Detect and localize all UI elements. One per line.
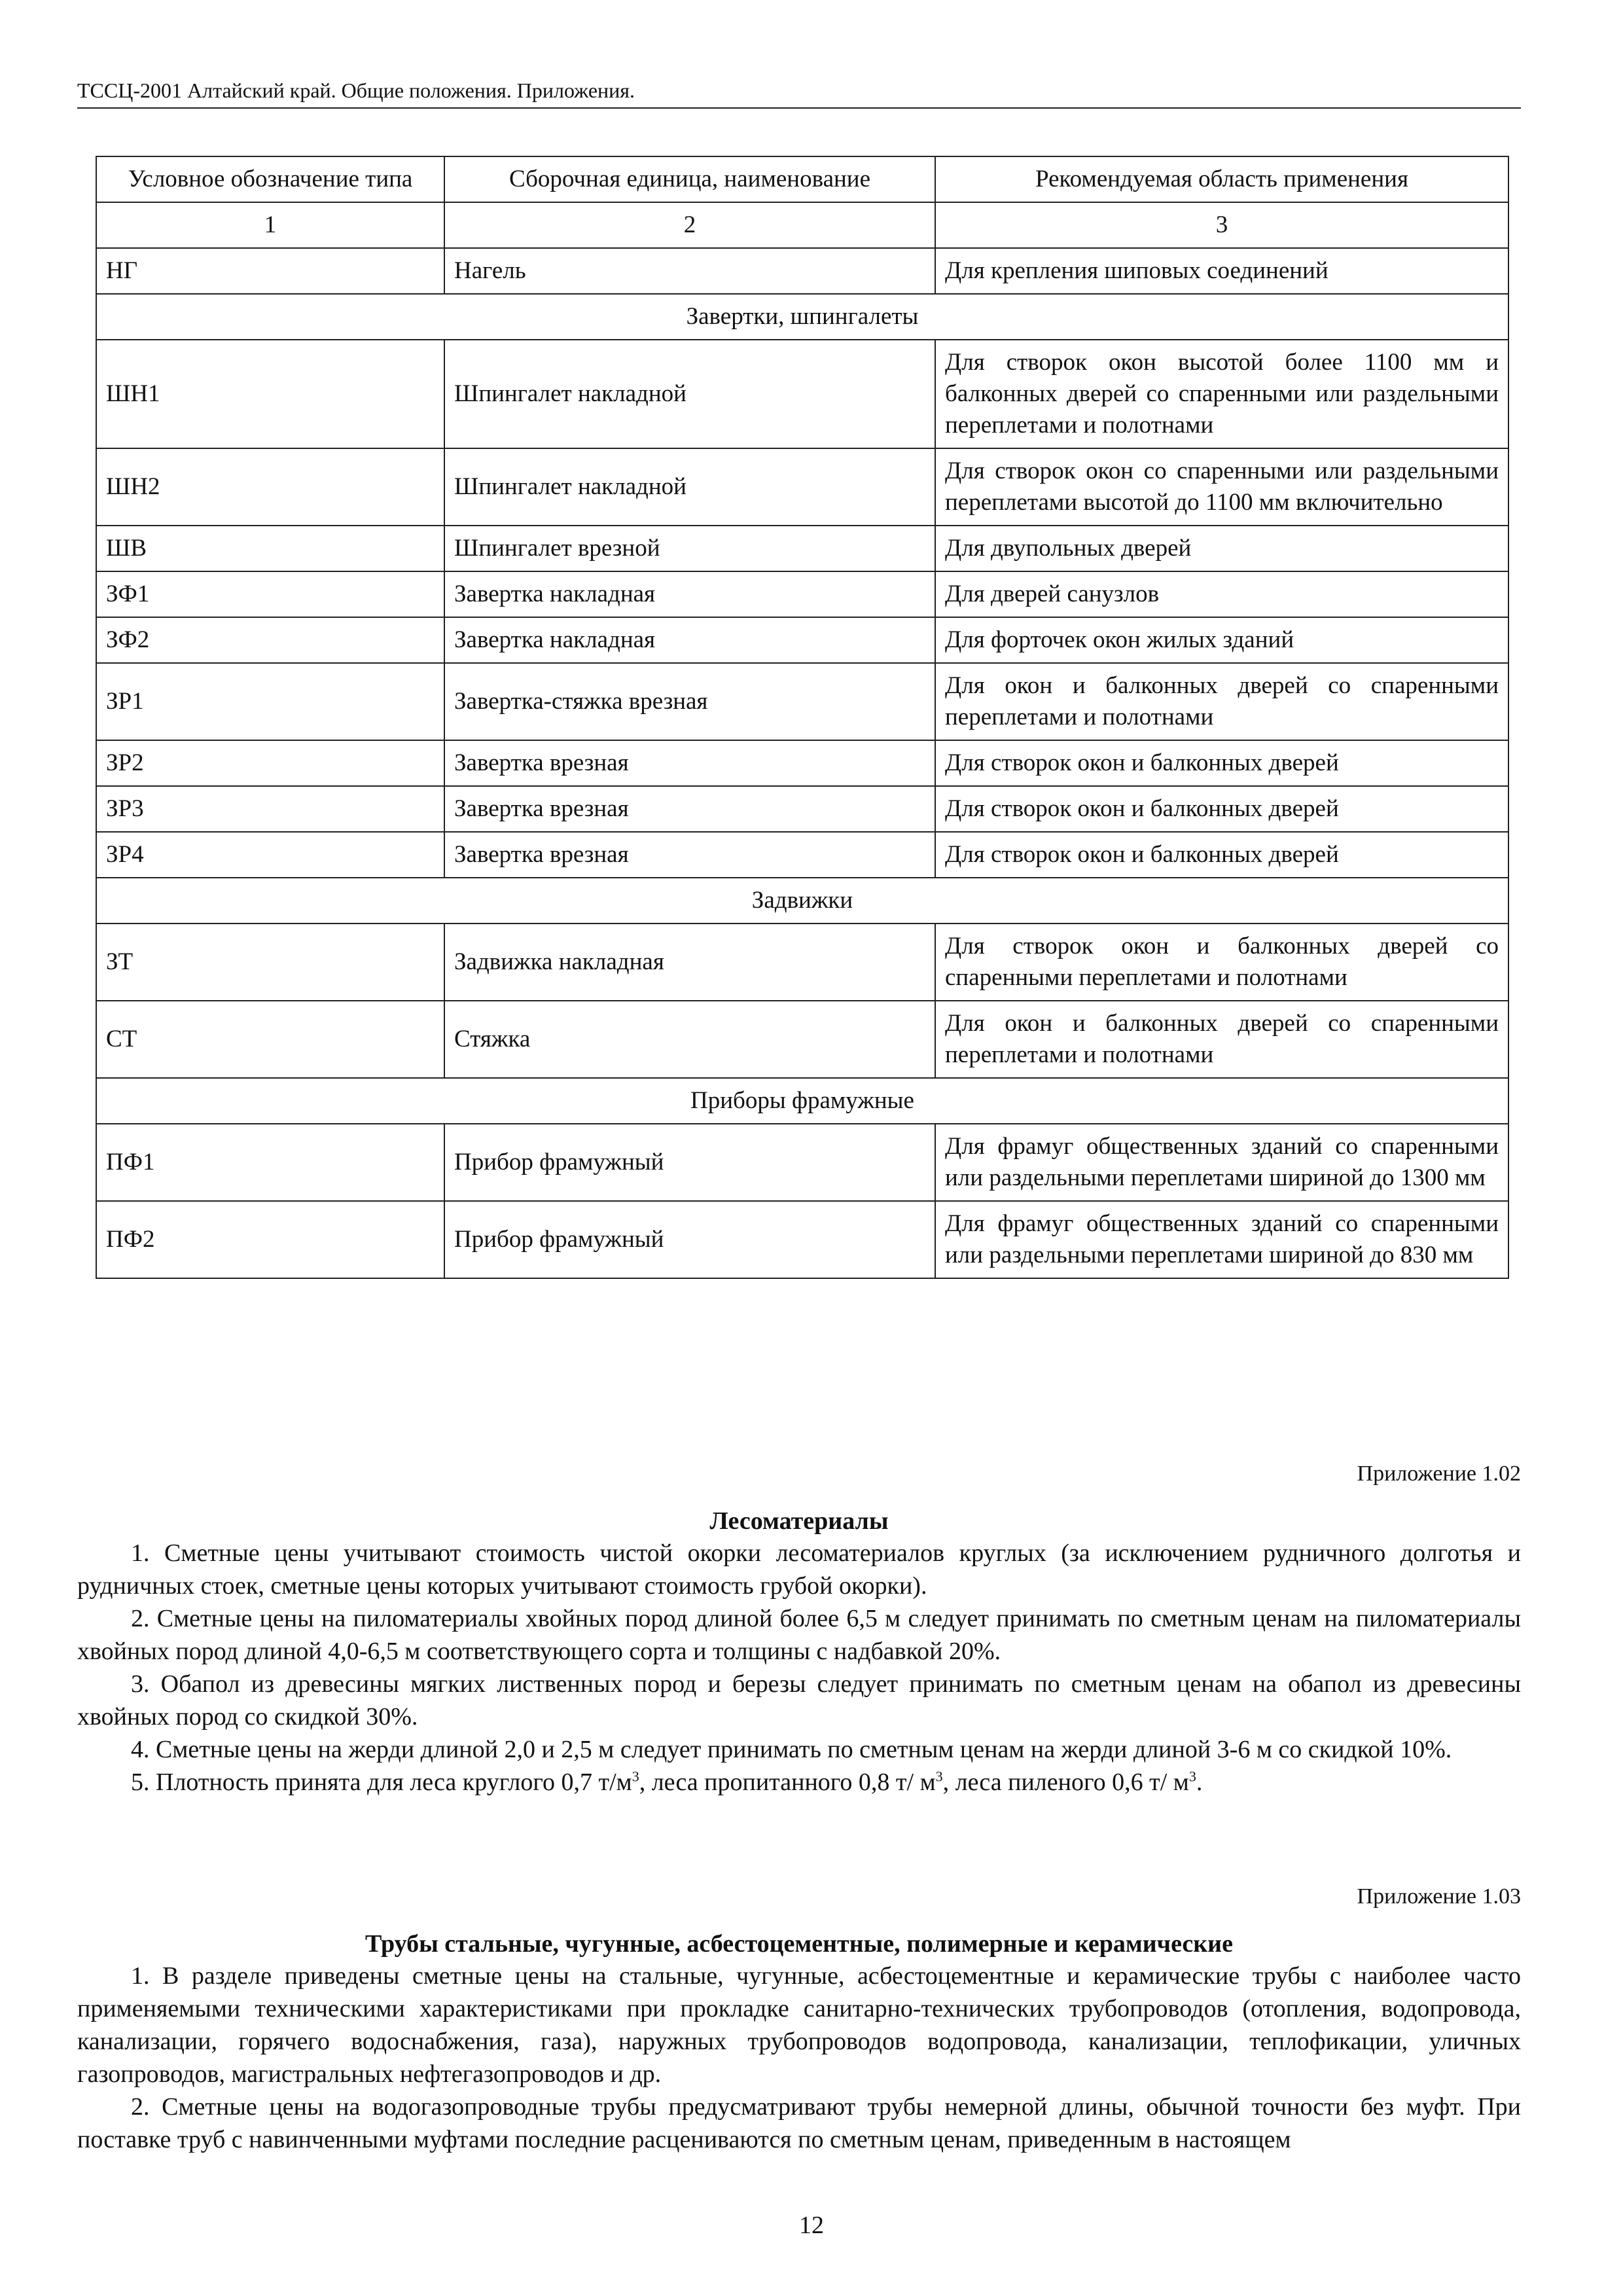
density-text-d: . xyxy=(1196,1768,1203,1796)
appendix-label-1-02: Приложение 1.02 xyxy=(1357,1462,1521,1486)
item-name-cell: Завертка врезная xyxy=(444,786,935,832)
density-exp-2: 3 xyxy=(935,1768,943,1785)
section-title-pipes: Трубы стальные, чугунные, асбестоцементные, полимерные и керамические xyxy=(365,1930,1233,1958)
item-name-cell: Прибор фрамужный xyxy=(444,1201,935,1278)
type-code-cell: ШВ xyxy=(96,526,444,571)
application-cell: Для фрамуг общественных зданий со спаренными или раздельными переплетами шириной до 1300 мм xyxy=(935,1124,1508,1201)
header-name: Сборочная единица, наименование xyxy=(444,156,935,202)
item-name-cell: Шпингалет врезной xyxy=(444,526,935,571)
col-number-1: 1 xyxy=(96,202,444,248)
application-cell: Для створок окон высотой более 1100 мм и балконных дверей со спаренными или раздельными переплетами и полотнами xyxy=(935,340,1508,448)
type-code-cell: ПФ1 xyxy=(96,1124,444,1201)
table-section-row xyxy=(96,878,1508,924)
pipes-paragraphs xyxy=(77,1960,1521,2156)
type-code-cell: ШН2 xyxy=(96,448,444,526)
table-row xyxy=(96,924,1508,1001)
table-row xyxy=(96,1201,1508,1278)
running-header: ТССЦ-2001 Алтайский край. Общие положения. Приложения. xyxy=(77,77,1521,109)
header-use: Рекомендуемая область применения xyxy=(935,156,1508,202)
table-row xyxy=(96,617,1508,663)
table-row xyxy=(96,448,1508,526)
lumber-paragraph-5 xyxy=(77,1766,1521,1799)
type-code-cell: ЗР1 xyxy=(96,663,444,740)
item-name-cell: Завертка врезная xyxy=(444,832,935,878)
lumber-paragraphs xyxy=(77,1537,1521,1799)
density-text-a: 5. Плотность принята для леса круглого 0,7 т/м xyxy=(131,1768,632,1796)
table-number-row xyxy=(96,202,1508,248)
item-name-cell: Прибор фрамужный xyxy=(444,1124,935,1201)
application-cell: Для окон и балконных дверей со спаренными переплетами и полотнами xyxy=(935,1001,1508,1078)
application-cell: Для крепления шиповых соединений xyxy=(935,248,1508,294)
density-text-c: , леса пиленого 0,6 т/ м xyxy=(942,1768,1189,1796)
item-name-cell: Шпингалет накладной xyxy=(444,340,935,448)
section-heading: Задвижки xyxy=(96,878,1508,924)
col-number-3: 3 xyxy=(935,202,1508,248)
application-cell: Для дверей санузлов xyxy=(935,571,1508,617)
item-name-cell: Завертка накладная xyxy=(444,617,935,663)
application-cell: Для створок окон и балконных дверей xyxy=(935,740,1508,786)
lumber-paragraph-3: 3. Обапол из древесины мягких лиственных пород и березы следует принимать по сметным ценам на обапол из древесины хвойных пород со скидкой 30%. xyxy=(77,1670,1521,1731)
pipes-paragraph-2: 2. Сметные цены на водогазопроводные трубы предусматривают трубы немерной длины, обычной точности без муфт. При поставке труб с навинченными муфтами последние расцениваются по сметным ценам, приведенным в настоящем xyxy=(77,2093,1521,2153)
type-code-cell: ЗР4 xyxy=(96,832,444,878)
type-code-cell: ПФ2 xyxy=(96,1201,444,1278)
item-name-cell: Нагель xyxy=(444,248,935,294)
fittings-table xyxy=(96,156,1509,1279)
table-row xyxy=(96,832,1508,878)
table-row xyxy=(96,571,1508,617)
lumber-paragraph-4: 4. Сметные цены на жерди длиной 2,0 и 2,5 м следует принимать по сметным ценам на жерди длиной 3-6 м со скидкой 10%. xyxy=(131,1736,1452,1763)
col-number-2: 2 xyxy=(444,202,935,248)
density-text-b: , леса пропитанного 0,8 т/ м xyxy=(639,1768,936,1796)
type-code-cell: ЗР3 xyxy=(96,786,444,832)
application-cell: Для форточек окон жилых зданий xyxy=(935,617,1508,663)
table-row xyxy=(96,663,1508,740)
application-cell: Для створок окон и балконных дверей xyxy=(935,832,1508,878)
header-type: Условное обозначение типа xyxy=(96,156,444,202)
lumber-paragraph-1: 1. Сметные цены учитывают стоимость чистой окорки лесоматериалов круглых (за исключением рудничного долготья и рудничных стоек, сметные цены которых учитывают стоимость грубой окорки). xyxy=(77,1539,1521,1600)
item-name-cell: Задвижка накладная xyxy=(444,924,935,1001)
type-code-cell: СТ xyxy=(96,1001,444,1078)
table-section-row xyxy=(96,1078,1508,1124)
table-section-row xyxy=(96,294,1508,340)
type-code-cell: ШН1 xyxy=(96,340,444,448)
table-row xyxy=(96,1001,1508,1078)
application-cell: Для створок окон и балконных дверей xyxy=(935,786,1508,832)
item-name-cell: Завертка накладная xyxy=(444,571,935,617)
type-code-cell: ЗФ1 xyxy=(96,571,444,617)
table-row xyxy=(96,526,1508,571)
pipes-paragraph-1: 1. В разделе приведены сметные цены на стальные, чугунные, асбестоцементные и керамические трубы с наиболее часто применяемыми техническими характеристиками при прокладке санитарно-технических трубопроводов (отопления, водопровода, канализации, горячего водоснабжения, газа), наружных трубопроводов водопровода, канализации, теплофикации, уличных газопроводов, магистральных нефтегазопроводов и др. xyxy=(77,1962,1521,2088)
item-name-cell: Стяжка xyxy=(444,1001,935,1078)
type-code-cell: ЗТ xyxy=(96,924,444,1001)
item-name-cell: Шпингалет накладной xyxy=(444,448,935,526)
type-code-cell: ЗФ2 xyxy=(96,617,444,663)
item-name-cell: Завертка врезная xyxy=(444,740,935,786)
section-heading: Приборы фрамужные xyxy=(96,1078,1508,1124)
application-cell: Для окон и балконных дверей со спаренными переплетами и полотнами xyxy=(935,663,1508,740)
density-exp-3: 3 xyxy=(1188,1768,1196,1785)
application-cell: Для фрамуг общественных зданий со спаренными или раздельными переплетами шириной до 830 мм xyxy=(935,1201,1508,1278)
table-row xyxy=(96,340,1508,448)
appendix-label-1-03: Приложение 1.03 xyxy=(1357,1884,1521,1909)
type-code-cell: ЗР2 xyxy=(96,740,444,786)
lumber-paragraph-2: 2. Сметные цены на пиломатериалы хвойных пород длиной более 6,5 м следует принимать по сметным ценам на пиломатериалы хвойных пород длиной 4,0-6,5 м соответствующего сорта и толщины с надбавкой 20%. xyxy=(77,1605,1521,1665)
application-cell: Для створок окон и балконных дверей со спаренными переплетами и полотнами xyxy=(935,924,1508,1001)
application-cell: Для двупольных дверей xyxy=(935,526,1508,571)
section-heading: Завертки, шпингалеты xyxy=(96,294,1508,340)
page-number: 12 xyxy=(799,2212,824,2239)
application-cell: Для створок окон со спаренными или раздельными переплетами высотой до 1100 мм включительно xyxy=(935,448,1508,526)
section-title-lumber: Лесоматериалы xyxy=(709,1507,889,1535)
table-row xyxy=(96,248,1508,294)
table-row xyxy=(96,740,1508,786)
type-code-cell: НГ xyxy=(96,248,444,294)
table-header-row xyxy=(96,156,1508,202)
table-row xyxy=(96,786,1508,832)
table-row xyxy=(96,1124,1508,1201)
density-exp-1: 3 xyxy=(632,1768,639,1785)
item-name-cell: Завертка-стяжка врезная xyxy=(444,663,935,740)
